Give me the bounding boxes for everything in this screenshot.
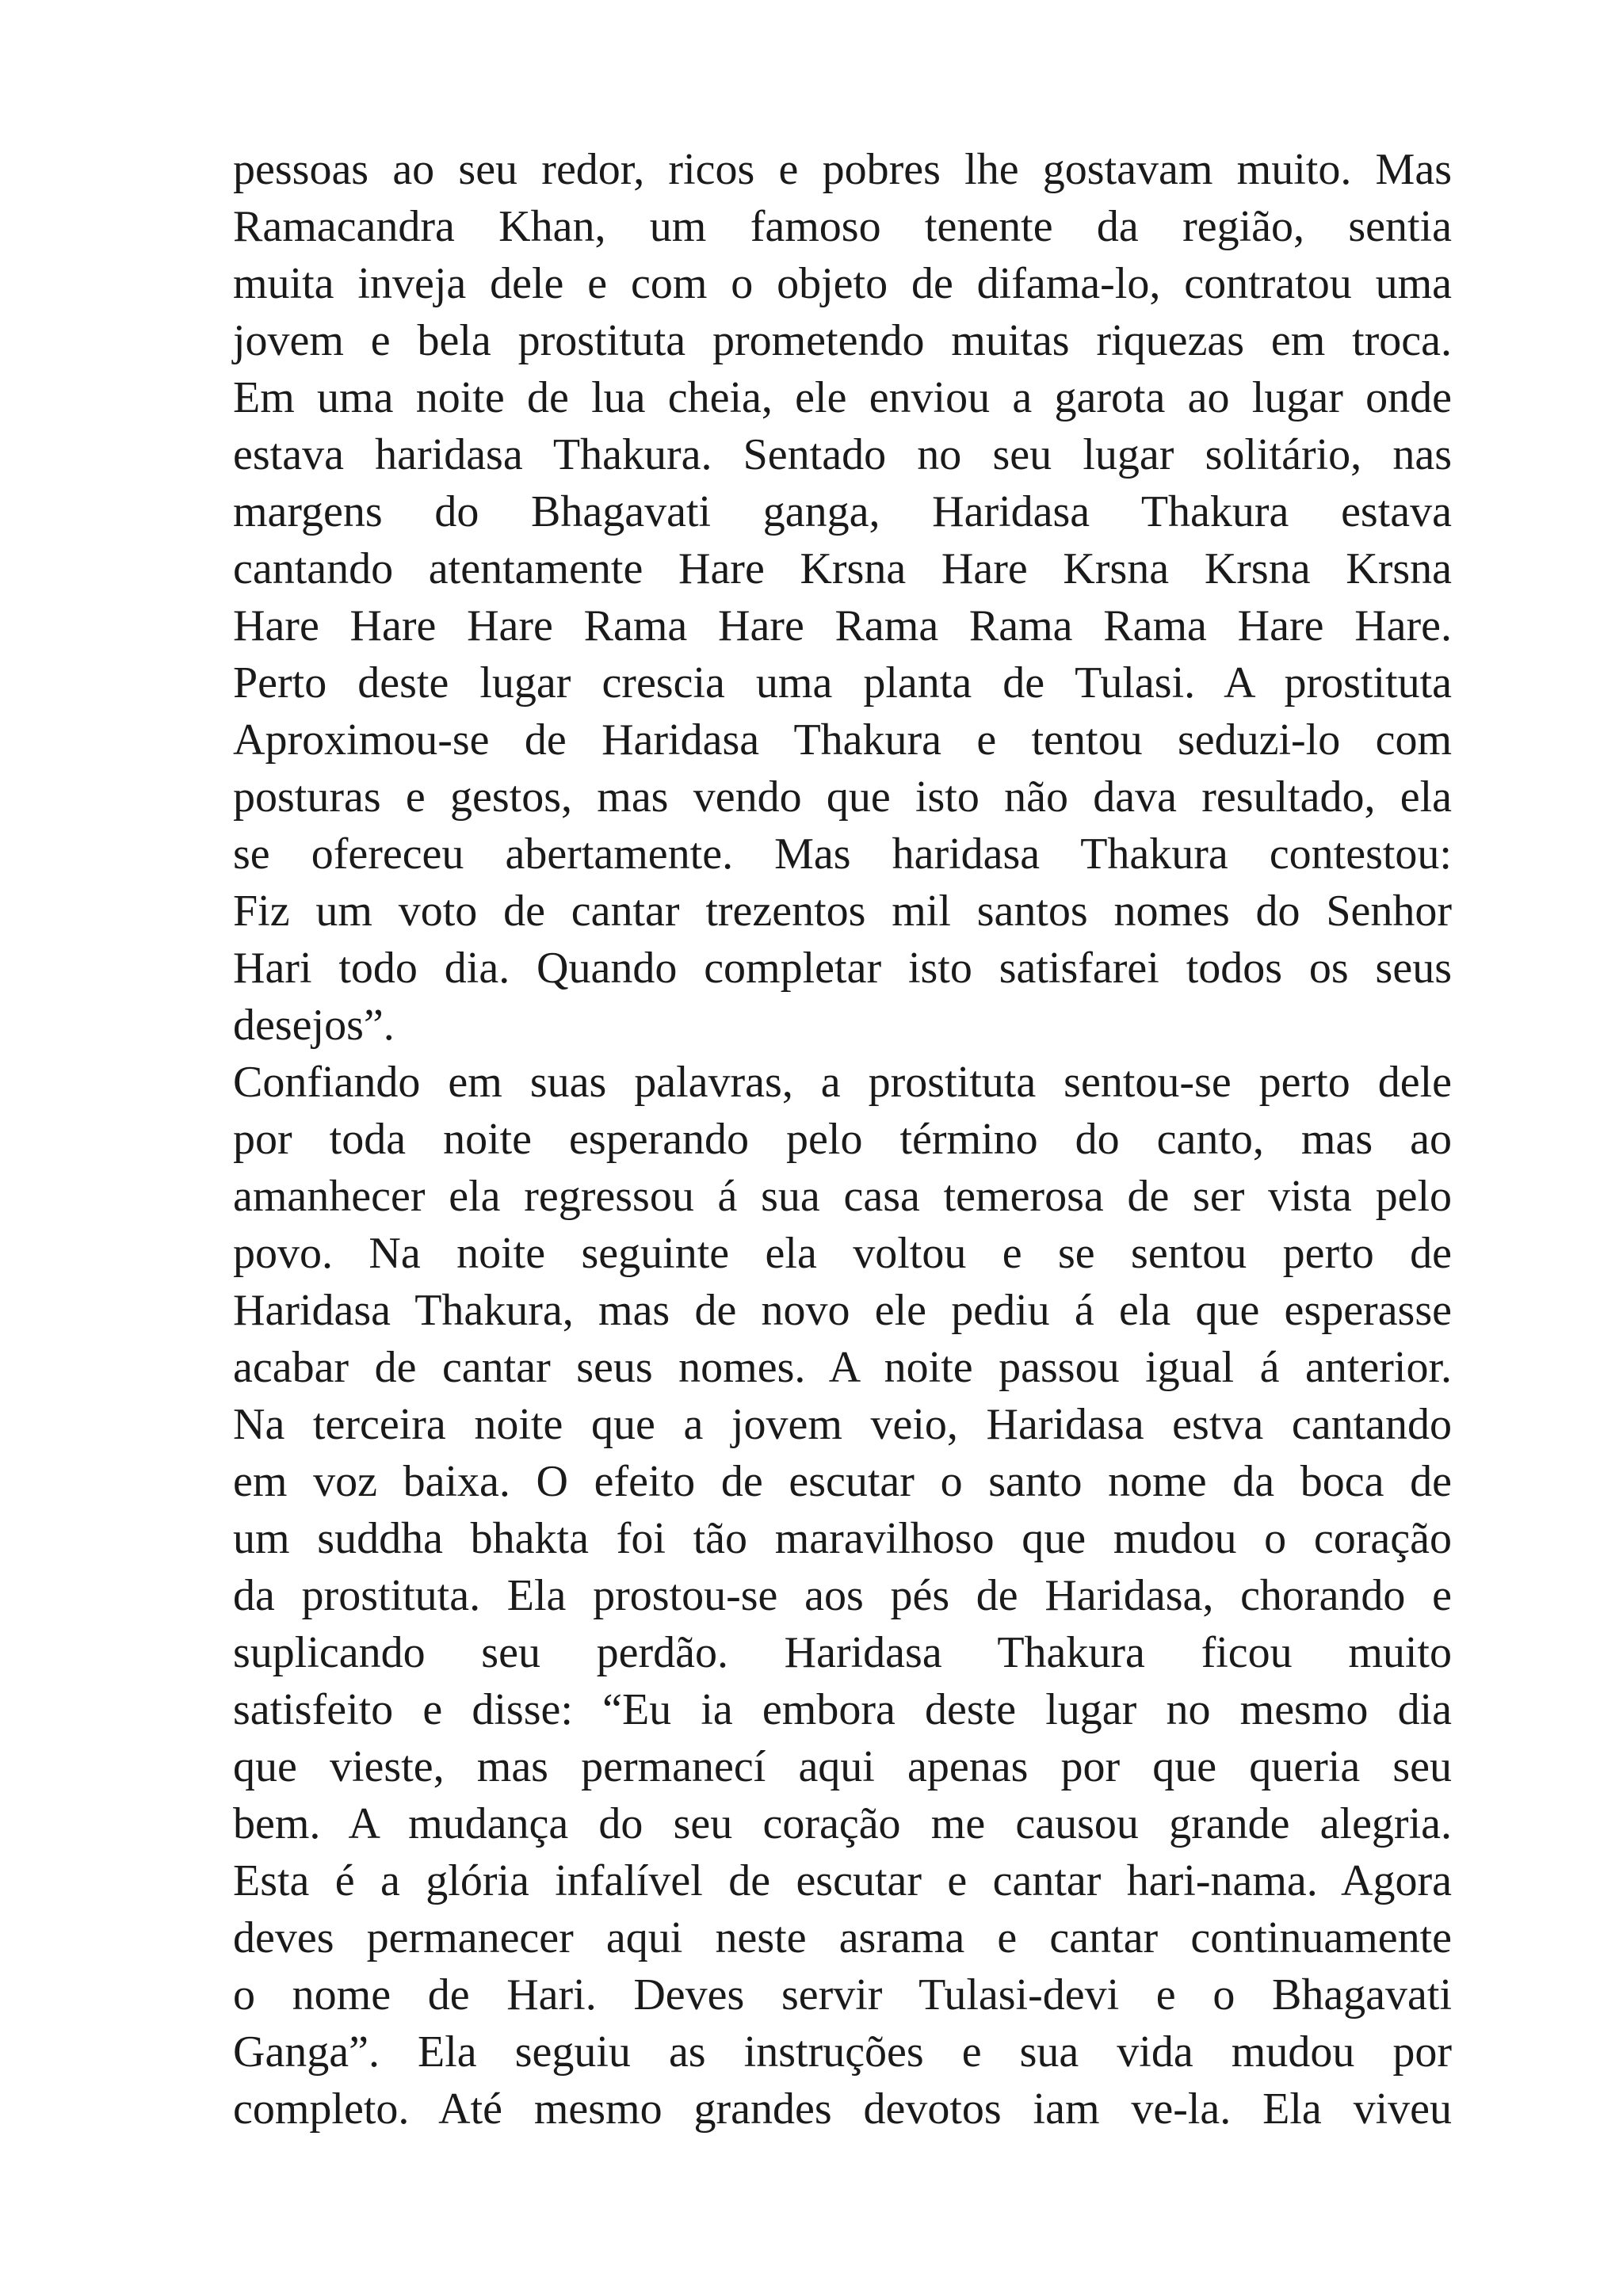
text-line: Ramacandra Khan, um famoso tenente da região, sentia [233, 202, 1452, 251]
text-line: deves permanecer aqui neste asrama e cantar continuamente [233, 1913, 1452, 1962]
text-line: Esta é a glória infalível de escutar e cantar hari-nama. Agora [233, 1856, 1452, 1905]
text-line: Em uma noite de lua cheia, ele enviou a garota ao lugar onde [233, 373, 1452, 422]
text-line: o nome de Hari. Deves servir Tulasi-devi e o Bhagavati [233, 1970, 1452, 2019]
text-line: pessoas ao seu redor, ricos e pobres lhe gostavam muito. Mas [233, 145, 1452, 194]
text-line: que vieste, mas permanecí aqui apenas por que queria seu [233, 1742, 1452, 1791]
text-line: jovem e bela prostituta prometendo muitas riquezas em troca. [233, 316, 1452, 365]
text-line: um suddha bhakta foi tão maravilhoso que mudou o coração [233, 1514, 1452, 1563]
text-line: muita inveja dele e com o objeto de difama-lo, contratou uma [233, 259, 1452, 308]
text-line: se ofereceu abertamente. Mas haridasa Thakura contestou: [233, 830, 1452, 879]
text-line: da prostituta. Ela prostou-se aos pés de Haridasa, chorando e [233, 1571, 1452, 1620]
paragraph-end-line: desejos”. [233, 1001, 395, 1050]
text-line: Confiando em suas palavras, a prostituta sentou-se perto dele [233, 1058, 1452, 1107]
text-line: acabar de cantar seus nomes. A noite passou igual á anterior. [233, 1343, 1452, 1392]
text-line: bem. A mudança do seu coração me causou grande alegria. [233, 1799, 1452, 1848]
text-line: Ganga”. Ela seguiu as instruções e sua vida mudou por [233, 2027, 1452, 2077]
text-line: Hare Hare Hare Rama Hare Rama Rama Rama Hare Hare. [233, 601, 1452, 650]
text-line: cantando atentamente Hare Krsna Hare Krsna Krsna Krsna [233, 544, 1452, 593]
text-line: Perto deste lugar crescia uma planta de Tulasi. A prostituta [233, 658, 1452, 707]
text-line: por toda noite esperando pelo término do canto, mas ao [233, 1115, 1452, 1164]
text-line: Aproximou-se de Haridasa Thakura e tentou seduzi-lo com [233, 715, 1452, 765]
text-line: em voz baixa. O efeito de escutar o santo nome da boca de [233, 1457, 1452, 1506]
text-line: Na terceira noite que a jovem veio, Haridasa estva cantando [233, 1400, 1452, 1449]
text-line: Haridasa Thakura, mas de novo ele pediu á ela que esperasse [233, 1286, 1452, 1335]
text-line: completo. Até mesmo grandes devotos iam ve-la. Ela viveu [233, 2084, 1452, 2134]
text-line: amanhecer ela regressou á sua casa temerosa de ser vista pelo [233, 1172, 1452, 1221]
text-line: margens do Bhagavati ganga, Haridasa Thakura estava [233, 487, 1452, 536]
text-line: Hari todo dia. Quando completar isto satisfarei todos os seus [233, 944, 1452, 993]
text-line: povo. Na noite seguinte ela voltou e se sentou perto de [233, 1229, 1452, 1278]
text-line: posturas e gestos, mas vendo que isto não dava resultado, ela [233, 772, 1452, 822]
text-line: suplicando seu perdão. Haridasa Thakura ficou muito [233, 1628, 1452, 1677]
text-line: estava haridasa Thakura. Sentado no seu lugar solitário, nas [233, 430, 1452, 479]
text-line: satisfeito e disse: “Eu ia embora deste lugar no mesmo dia [233, 1685, 1452, 1734]
body-text [233, 141, 1452, 2138]
text-line: Fiz um voto de cantar trezentos mil santos nomes do Senhor [233, 887, 1452, 936]
